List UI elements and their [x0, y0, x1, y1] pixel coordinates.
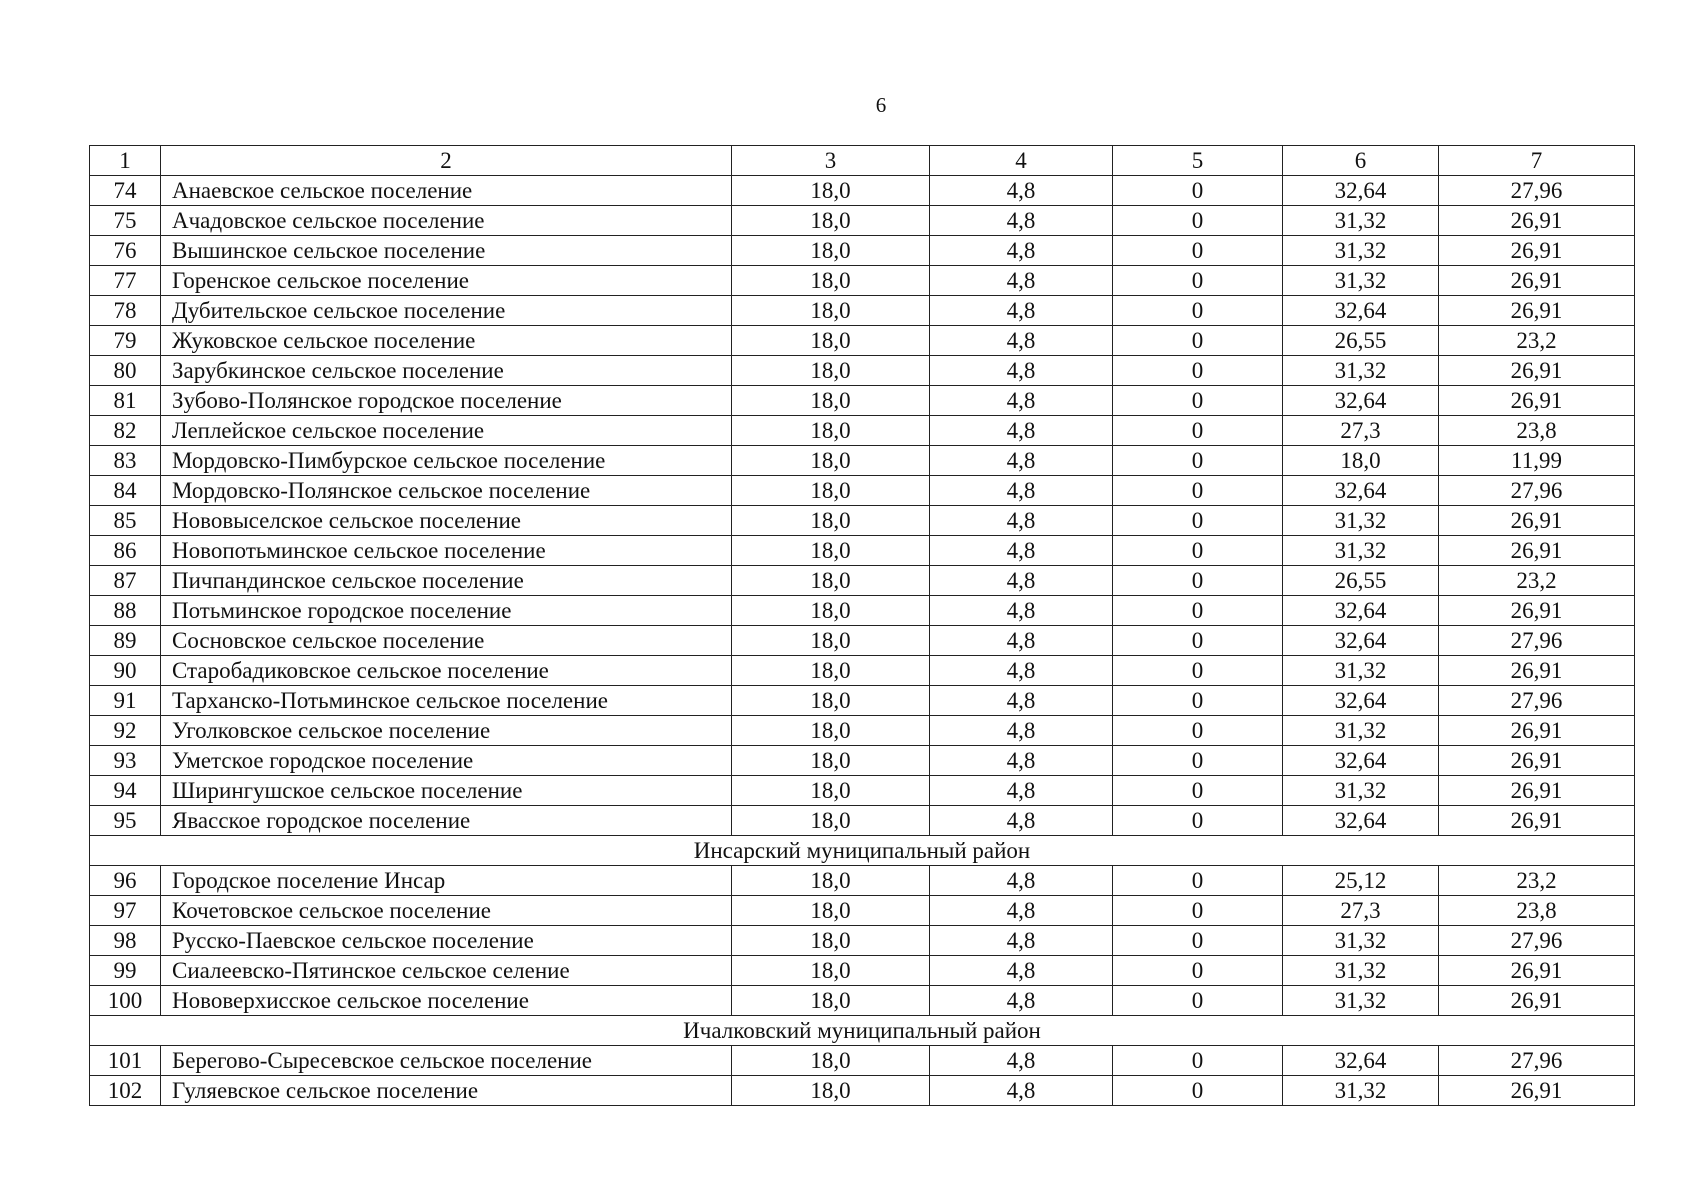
value-cell-col6: 32,64	[1283, 476, 1439, 506]
value-cell-col7: 26,91	[1439, 386, 1635, 416]
table-row	[90, 296, 1635, 326]
value-cell-col5: 0	[1113, 806, 1283, 836]
value-cell-col6: 25,12	[1283, 866, 1439, 896]
settlement-name-cell: Гуляевское сельское поселение	[161, 1076, 732, 1106]
value-cell-col5: 0	[1113, 866, 1283, 896]
settlement-name-cell: Городское поселение Инсар	[161, 866, 732, 896]
column-header: 1	[90, 146, 161, 176]
row-number-cell: 95	[90, 806, 161, 836]
value-cell-col7: 11,99	[1439, 446, 1635, 476]
row-number-cell: 102	[90, 1076, 161, 1106]
value-cell-col5: 0	[1113, 476, 1283, 506]
value-cell-col4: 4,8	[930, 296, 1113, 326]
municipal-data-table	[89, 145, 1635, 1106]
table-row	[90, 356, 1635, 386]
value-cell-col5: 0	[1113, 506, 1283, 536]
settlement-name-cell: Нововыселское сельское поселение	[161, 506, 732, 536]
table-row	[90, 476, 1635, 506]
value-cell-col4: 4,8	[930, 326, 1113, 356]
row-number-cell: 96	[90, 866, 161, 896]
row-number-cell: 94	[90, 776, 161, 806]
value-cell-col7: 26,91	[1439, 656, 1635, 686]
row-number-cell: 83	[90, 446, 161, 476]
value-cell-col3: 18,0	[732, 536, 930, 566]
value-cell-col7: 26,91	[1439, 716, 1635, 746]
table-row	[90, 956, 1635, 986]
value-cell-col6: 27,3	[1283, 896, 1439, 926]
table-header-row	[90, 146, 1635, 176]
value-cell-col3: 18,0	[732, 776, 930, 806]
table-row	[90, 626, 1635, 656]
value-cell-col7: 26,91	[1439, 296, 1635, 326]
value-cell-col4: 4,8	[930, 986, 1113, 1016]
value-cell-col7: 26,91	[1439, 536, 1635, 566]
value-cell-col3: 18,0	[732, 656, 930, 686]
value-cell-col3: 18,0	[732, 596, 930, 626]
value-cell-col7: 27,96	[1439, 926, 1635, 956]
value-cell-col7: 26,91	[1439, 356, 1635, 386]
value-cell-col3: 18,0	[732, 626, 930, 656]
settlement-name-cell: Пичпандинское сельское поселение	[161, 566, 732, 596]
value-cell-col4: 4,8	[930, 656, 1113, 686]
value-cell-col3: 18,0	[732, 746, 930, 776]
value-cell-col4: 4,8	[930, 236, 1113, 266]
value-cell-col4: 4,8	[930, 206, 1113, 236]
row-number-cell: 88	[90, 596, 161, 626]
settlement-name-cell: Сиалеевско-Пятинское сельское селение	[161, 956, 732, 986]
value-cell-col6: 31,32	[1283, 986, 1439, 1016]
row-number-cell: 86	[90, 536, 161, 566]
value-cell-col4: 4,8	[930, 566, 1113, 596]
table-row	[90, 536, 1635, 566]
value-cell-col3: 18,0	[732, 896, 930, 926]
value-cell-col4: 4,8	[930, 176, 1113, 206]
table-row	[90, 806, 1635, 836]
table-row	[90, 416, 1635, 446]
value-cell-col4: 4,8	[930, 536, 1113, 566]
value-cell-col4: 4,8	[930, 506, 1113, 536]
row-number-cell: 76	[90, 236, 161, 266]
settlement-name-cell: Зарубкинское сельское поселение	[161, 356, 732, 386]
value-cell-col4: 4,8	[930, 416, 1113, 446]
row-number-cell: 77	[90, 266, 161, 296]
value-cell-col6: 31,32	[1283, 506, 1439, 536]
settlement-name-cell: Ширингушское сельское поселение	[161, 776, 732, 806]
value-cell-col7: 23,8	[1439, 416, 1635, 446]
value-cell-col6: 26,55	[1283, 326, 1439, 356]
value-cell-col5: 0	[1113, 896, 1283, 926]
page-number: 6	[875, 93, 887, 117]
settlement-name-cell: Тарханско-Потьминское сельское поселение	[161, 686, 732, 716]
value-cell-col5: 0	[1113, 956, 1283, 986]
value-cell-col6: 31,32	[1283, 206, 1439, 236]
column-header: 6	[1283, 146, 1439, 176]
settlement-name-cell: Анаевское сельское поселение	[161, 176, 732, 206]
settlement-name-cell: Русско-Паевское сельское поселение	[161, 926, 732, 956]
settlement-name-cell: Берегово-Сыресевское сельское поселение	[161, 1046, 732, 1076]
value-cell-col3: 18,0	[732, 356, 930, 386]
value-cell-col3: 18,0	[732, 686, 930, 716]
settlement-name-cell: Мордовско-Пимбурское сельское поселение	[161, 446, 732, 476]
value-cell-col5: 0	[1113, 1076, 1283, 1106]
value-cell-col4: 4,8	[930, 596, 1113, 626]
value-cell-col5: 0	[1113, 446, 1283, 476]
table-row	[90, 386, 1635, 416]
value-cell-col7: 26,91	[1439, 1076, 1635, 1106]
value-cell-col7: 26,91	[1439, 806, 1635, 836]
value-cell-col5: 0	[1113, 536, 1283, 566]
settlement-name-cell: Жуковское сельское поселение	[161, 326, 732, 356]
row-number-cell: 87	[90, 566, 161, 596]
value-cell-col5: 0	[1113, 986, 1283, 1016]
value-cell-col3: 18,0	[732, 416, 930, 446]
value-cell-col7: 26,91	[1439, 956, 1635, 986]
value-cell-col5: 0	[1113, 926, 1283, 956]
table-row	[90, 1046, 1635, 1076]
table-row	[90, 236, 1635, 266]
table-row	[90, 656, 1635, 686]
value-cell-col4: 4,8	[930, 776, 1113, 806]
value-cell-col4: 4,8	[930, 896, 1113, 926]
column-header: 7	[1439, 146, 1635, 176]
value-cell-col5: 0	[1113, 1046, 1283, 1076]
value-cell-col7: 27,96	[1439, 686, 1635, 716]
value-cell-col6: 31,32	[1283, 956, 1439, 986]
value-cell-col3: 18,0	[732, 956, 930, 986]
value-cell-col7: 27,96	[1439, 176, 1635, 206]
settlement-name-cell: Леплейское сельское поселение	[161, 416, 732, 446]
row-number-cell: 92	[90, 716, 161, 746]
settlement-name-cell: Дубительское сельское поселение	[161, 296, 732, 326]
row-number-cell: 98	[90, 926, 161, 956]
table-row	[90, 176, 1635, 206]
value-cell-col7: 23,2	[1439, 326, 1635, 356]
value-cell-col7: 26,91	[1439, 236, 1635, 266]
row-number-cell: 74	[90, 176, 161, 206]
value-cell-col6: 31,32	[1283, 236, 1439, 266]
table-row	[90, 686, 1635, 716]
value-cell-col5: 0	[1113, 386, 1283, 416]
value-cell-col6: 18,0	[1283, 446, 1439, 476]
value-cell-col5: 0	[1113, 746, 1283, 776]
value-cell-col3: 18,0	[732, 206, 930, 236]
value-cell-col4: 4,8	[930, 476, 1113, 506]
settlement-name-cell: Новопотьминское сельское поселение	[161, 536, 732, 566]
value-cell-col5: 0	[1113, 266, 1283, 296]
value-cell-col6: 31,32	[1283, 356, 1439, 386]
row-number-cell: 78	[90, 296, 161, 326]
table-row	[90, 206, 1635, 236]
value-cell-col3: 18,0	[732, 446, 930, 476]
value-cell-col4: 4,8	[930, 446, 1113, 476]
table-row	[90, 866, 1635, 896]
table-row	[90, 506, 1635, 536]
district-name: Инсарский муниципальный район	[90, 836, 1635, 866]
value-cell-col5: 0	[1113, 716, 1283, 746]
value-cell-col4: 4,8	[930, 716, 1113, 746]
row-number-cell: 101	[90, 1046, 161, 1076]
table-row	[90, 896, 1635, 926]
value-cell-col5: 0	[1113, 776, 1283, 806]
value-cell-col5: 0	[1113, 686, 1283, 716]
value-cell-col5: 0	[1113, 416, 1283, 446]
value-cell-col7: 23,2	[1439, 866, 1635, 896]
value-cell-col6: 26,55	[1283, 566, 1439, 596]
row-number-cell: 81	[90, 386, 161, 416]
value-cell-col5: 0	[1113, 326, 1283, 356]
district-header-row	[90, 1016, 1635, 1046]
table-row	[90, 776, 1635, 806]
value-cell-col5: 0	[1113, 596, 1283, 626]
table-row	[90, 596, 1635, 626]
table-row	[90, 986, 1635, 1016]
value-cell-col7: 26,91	[1439, 266, 1635, 296]
table-row	[90, 266, 1635, 296]
value-cell-col3: 18,0	[732, 506, 930, 536]
value-cell-col3: 18,0	[732, 176, 930, 206]
value-cell-col3: 18,0	[732, 716, 930, 746]
value-cell-col7: 23,2	[1439, 566, 1635, 596]
value-cell-col4: 4,8	[930, 866, 1113, 896]
value-cell-col3: 18,0	[732, 1076, 930, 1106]
settlement-name-cell: Уголковское сельское поселение	[161, 716, 732, 746]
row-number-cell: 97	[90, 896, 161, 926]
value-cell-col6: 32,64	[1283, 626, 1439, 656]
column-header: 3	[732, 146, 930, 176]
value-cell-col3: 18,0	[732, 266, 930, 296]
value-cell-col5: 0	[1113, 236, 1283, 266]
value-cell-col4: 4,8	[930, 926, 1113, 956]
value-cell-col4: 4,8	[930, 686, 1113, 716]
row-number-cell: 79	[90, 326, 161, 356]
settlement-name-cell: Ачадовское сельское поселение	[161, 206, 732, 236]
value-cell-col5: 0	[1113, 626, 1283, 656]
value-cell-col6: 32,64	[1283, 686, 1439, 716]
value-cell-col4: 4,8	[930, 956, 1113, 986]
row-number-cell: 90	[90, 656, 161, 686]
value-cell-col6: 32,64	[1283, 746, 1439, 776]
value-cell-col5: 0	[1113, 176, 1283, 206]
value-cell-col3: 18,0	[732, 1046, 930, 1076]
value-cell-col3: 18,0	[732, 866, 930, 896]
table-row	[90, 1076, 1635, 1106]
value-cell-col5: 0	[1113, 356, 1283, 386]
row-number-cell: 75	[90, 206, 161, 236]
district-header-row	[90, 836, 1635, 866]
row-number-cell: 89	[90, 626, 161, 656]
value-cell-col3: 18,0	[732, 296, 930, 326]
value-cell-col4: 4,8	[930, 386, 1113, 416]
value-cell-col4: 4,8	[930, 1076, 1113, 1106]
settlement-name-cell: Горенское сельское поселение	[161, 266, 732, 296]
value-cell-col7: 26,91	[1439, 506, 1635, 536]
value-cell-col3: 18,0	[732, 476, 930, 506]
value-cell-col6: 32,64	[1283, 1046, 1439, 1076]
value-cell-col6: 31,32	[1283, 776, 1439, 806]
settlement-name-cell: Сосновское сельское поселение	[161, 626, 732, 656]
settlement-name-cell: Уметское городское поселение	[161, 746, 732, 776]
value-cell-col5: 0	[1113, 566, 1283, 596]
value-cell-col4: 4,8	[930, 806, 1113, 836]
value-cell-col3: 18,0	[732, 236, 930, 266]
column-header: 4	[930, 146, 1113, 176]
value-cell-col6: 31,32	[1283, 536, 1439, 566]
table-row	[90, 446, 1635, 476]
row-number-cell: 82	[90, 416, 161, 446]
value-cell-col6: 32,64	[1283, 596, 1439, 626]
settlement-name-cell: Кочетовское сельское поселение	[161, 896, 732, 926]
value-cell-col4: 4,8	[930, 356, 1113, 386]
row-number-cell: 91	[90, 686, 161, 716]
settlement-name-cell: Явасское городское поселение	[161, 806, 732, 836]
value-cell-col5: 0	[1113, 296, 1283, 326]
value-cell-col3: 18,0	[732, 806, 930, 836]
settlement-name-cell: Нововерхисское сельское поселение	[161, 986, 732, 1016]
value-cell-col4: 4,8	[930, 266, 1113, 296]
value-cell-col6: 32,64	[1283, 296, 1439, 326]
value-cell-col3: 18,0	[732, 326, 930, 356]
value-cell-col3: 18,0	[732, 986, 930, 1016]
value-cell-col7: 27,96	[1439, 476, 1635, 506]
value-cell-col7: 23,8	[1439, 896, 1635, 926]
value-cell-col3: 18,0	[732, 566, 930, 596]
column-header: 2	[161, 146, 732, 176]
value-cell-col6: 32,64	[1283, 176, 1439, 206]
value-cell-col6: 31,32	[1283, 926, 1439, 956]
column-header: 5	[1113, 146, 1283, 176]
value-cell-col5: 0	[1113, 656, 1283, 686]
value-cell-col6: 31,32	[1283, 716, 1439, 746]
row-number-cell: 85	[90, 506, 161, 536]
value-cell-col7: 26,91	[1439, 206, 1635, 236]
row-number-cell: 84	[90, 476, 161, 506]
table-row	[90, 566, 1635, 596]
table-body	[90, 176, 1635, 1106]
table-row	[90, 326, 1635, 356]
value-cell-col6: 31,32	[1283, 266, 1439, 296]
table-row	[90, 716, 1635, 746]
value-cell-col7: 26,91	[1439, 746, 1635, 776]
value-cell-col6: 31,32	[1283, 1076, 1439, 1106]
value-cell-col3: 18,0	[732, 386, 930, 416]
value-cell-col7: 27,96	[1439, 1046, 1635, 1076]
value-cell-col6: 32,64	[1283, 806, 1439, 836]
settlement-name-cell: Потьминское городское поселение	[161, 596, 732, 626]
value-cell-col6: 32,64	[1283, 386, 1439, 416]
table-row	[90, 926, 1635, 956]
value-cell-col4: 4,8	[930, 746, 1113, 776]
settlement-name-cell: Старобадиковское сельское поселение	[161, 656, 732, 686]
row-number-cell: 80	[90, 356, 161, 386]
value-cell-col7: 26,91	[1439, 776, 1635, 806]
value-cell-col6: 27,3	[1283, 416, 1439, 446]
settlement-name-cell: Мордовско-Полянское сельское поселение	[161, 476, 732, 506]
table-row	[90, 746, 1635, 776]
row-number-cell: 99	[90, 956, 161, 986]
value-cell-col3: 18,0	[732, 926, 930, 956]
value-cell-col5: 0	[1113, 206, 1283, 236]
value-cell-col7: 26,91	[1439, 596, 1635, 626]
row-number-cell: 100	[90, 986, 161, 1016]
value-cell-col7: 26,91	[1439, 986, 1635, 1016]
settlement-name-cell: Вышинское сельское поселение	[161, 236, 732, 266]
row-number-cell: 93	[90, 746, 161, 776]
value-cell-col7: 27,96	[1439, 626, 1635, 656]
value-cell-col4: 4,8	[930, 1046, 1113, 1076]
value-cell-col4: 4,8	[930, 626, 1113, 656]
value-cell-col6: 31,32	[1283, 656, 1439, 686]
settlement-name-cell: Зубово-Полянское городское поселение	[161, 386, 732, 416]
district-name: Ичалковский муниципальный район	[90, 1016, 1635, 1046]
